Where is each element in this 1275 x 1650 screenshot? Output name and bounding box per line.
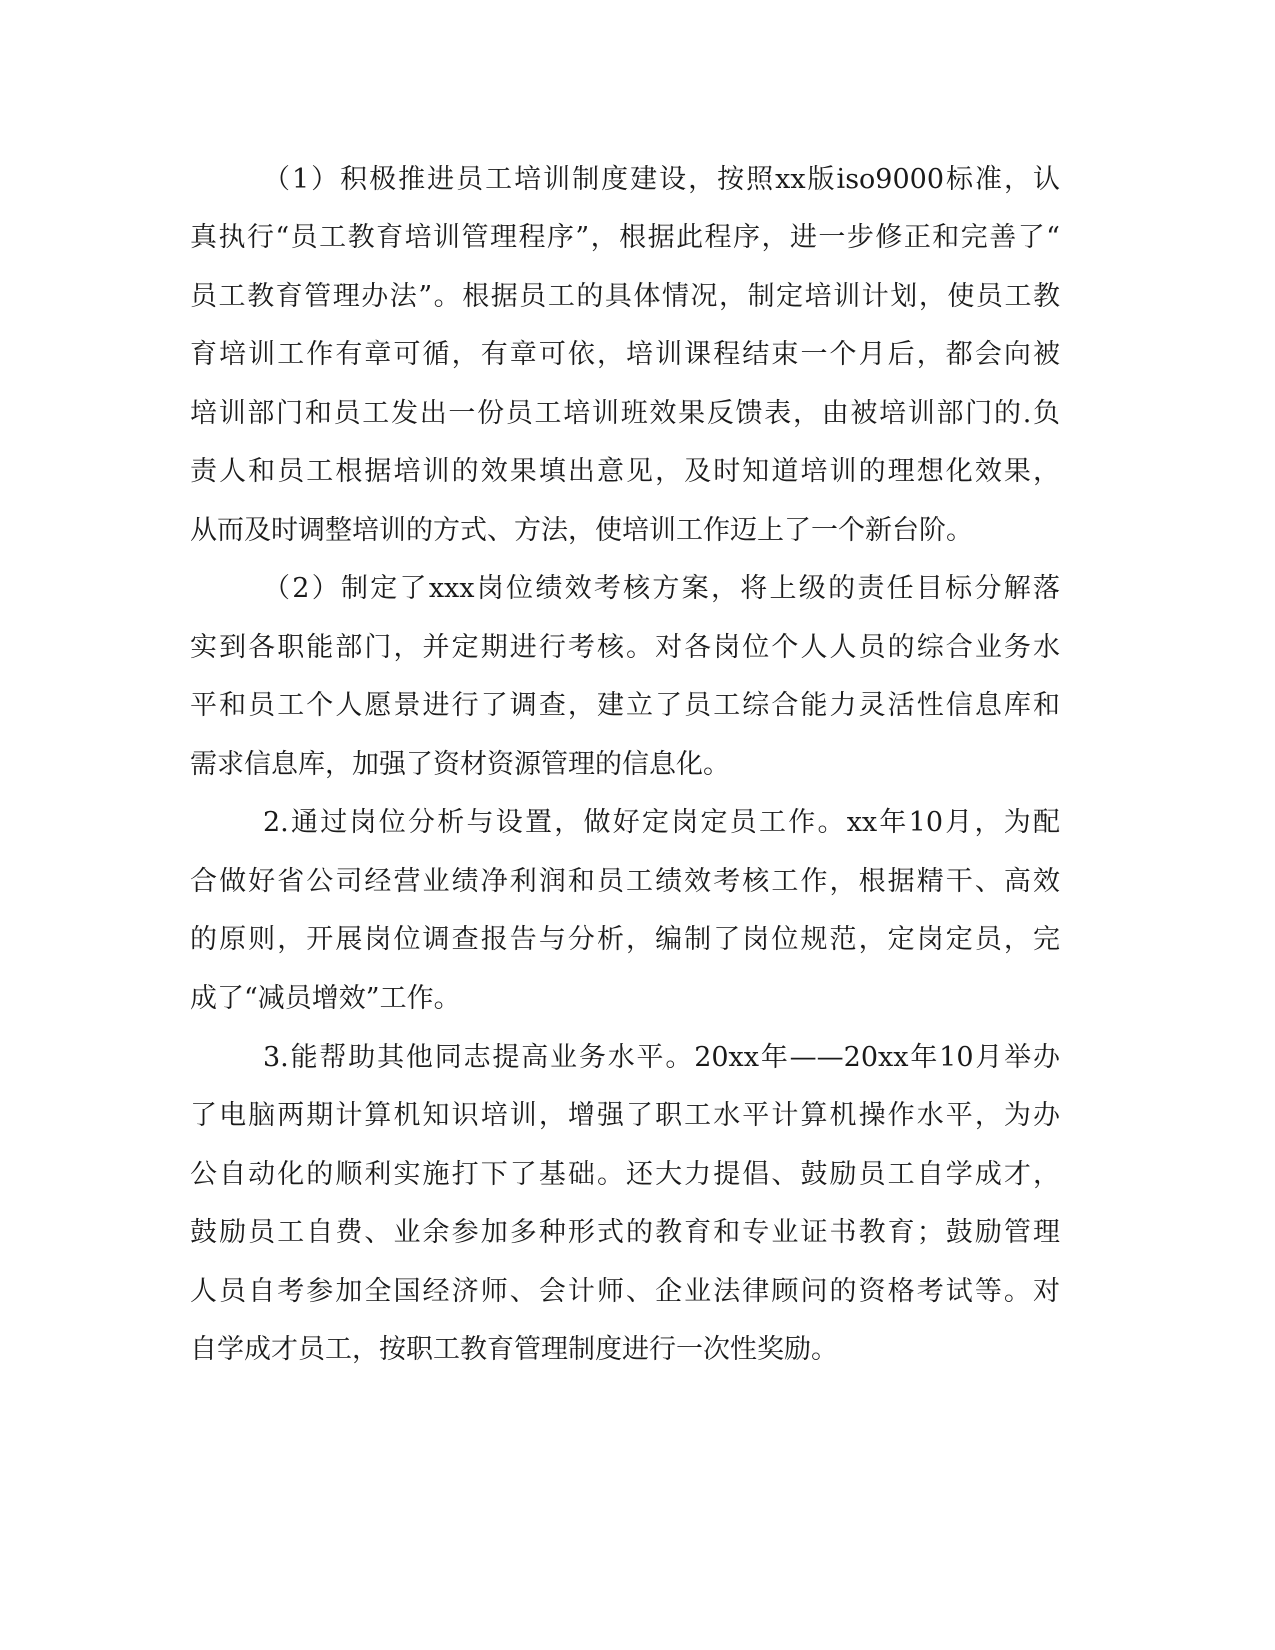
paragraph-2-line-1: （2）制定了xxx岗位绩效考核方案，将上级的责任目标分解落	[263, 573, 1060, 604]
paragraph-4-line-6: 自学成才员工，按职工教育管理制度进行一次性奖励。	[190, 1334, 838, 1365]
paragraph-1-line-2: 真执行“员工教育培训管理程序”，根据此程序，进一步修正和完善了“	[190, 222, 1060, 253]
paragraph-2-line-2: 实到各职能部门，并定期进行考核。对各岗位个人人员的综合业务水	[190, 632, 1060, 663]
paragraph-4-line-3: 公自动化的顺利实施打下了基础。还大力提倡、鼓励员工自学成才，	[190, 1159, 1060, 1190]
paragraph-1-line-7: 从而及时调整培训的方式、方法，使培训工作迈上了一个新台阶。	[190, 515, 973, 546]
paragraph-3-line-4: 成了“减员增效”工作。	[190, 983, 461, 1014]
paragraph-3-line-2: 合做好省公司经营业绩净利润和员工绩效考核工作，根据精干、高效	[190, 866, 1060, 897]
paragraph-1-line-6: 责人和员工根据培训的效果填出意见，及时知道培训的理想化效果，	[190, 456, 1060, 487]
paragraph-2-line-3: 平和员工个人愿景进行了调查，建立了员工综合能力灵活性信息库和	[190, 690, 1060, 721]
paragraph-1-line-1: （1）积极推进员工培训制度建设，按照xx版iso9000标准，认	[263, 164, 1060, 195]
paragraph-4-line-2: 了电脑两期计算机知识培训，增强了职工水平计算机操作水平，为办	[190, 1100, 1060, 1131]
paragraph-1-line-4: 育培训工作有章可循，有章可依，培训课程结束一个月后，都会向被	[190, 339, 1060, 370]
paragraph-4-line-1: 3.能帮助其他同志提高业务水平。20xx年——20xx年10月举办	[263, 1042, 1060, 1073]
paragraph-3-line-1: 2.通过岗位分析与设置，做好定岗定员工作。xx年10月，为配	[263, 807, 1060, 838]
paragraph-4-line-4: 鼓励员工自费、业余参加多种形式的教育和专业证书教育；鼓励管理	[190, 1217, 1060, 1248]
paragraph-4-line-5: 人员自考参加全国经济师、会计师、企业法律顾问的资格考试等。对	[190, 1276, 1060, 1307]
paragraph-1-line-3: 员工教育管理办法”。根据员工的具体情况，制定培训计划，使员工教	[190, 281, 1060, 312]
paragraph-3-line-3: 的原则，开展岗位调查报告与分析，编制了岗位规范，定岗定员，完	[190, 924, 1060, 955]
paragraph-2-line-4: 需求信息库，加强了资材资源管理的信息化。	[190, 749, 730, 780]
paragraph-1-line-5: 培训部门和员工发出一份员工培训班效果反馈表，由被培训部门的.负	[190, 398, 1060, 429]
